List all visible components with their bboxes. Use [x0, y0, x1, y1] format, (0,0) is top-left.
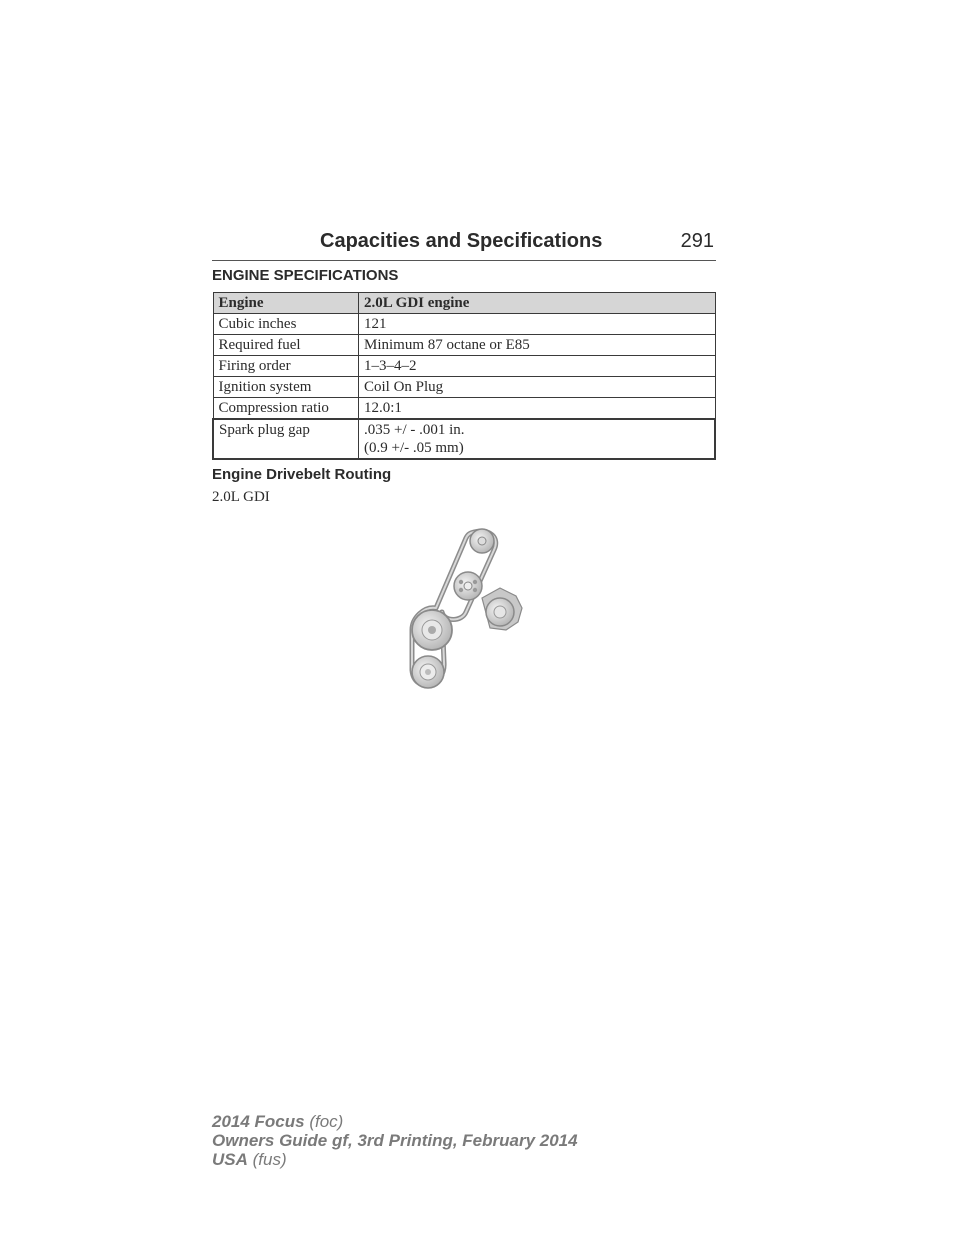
footer-model-code: (foc) — [309, 1112, 344, 1131]
footer-line — [212, 1150, 578, 1169]
water-pump-pulley — [454, 572, 482, 600]
table-row — [213, 419, 715, 459]
spec-label: Cubic inches — [213, 314, 359, 335]
page-title: Capacities and Specifications — [320, 230, 603, 252]
footer-guide-info: Owners Guide gf, 3rd Printing, February 2014 — [212, 1131, 578, 1150]
spec-label: Spark plug gap — [213, 419, 359, 459]
alternator-pulley — [482, 588, 522, 630]
spec-value: Minimum 87 octane or E85 — [359, 335, 716, 356]
spec-value: 1–3–4–2 — [359, 356, 716, 377]
footer-market: USA — [212, 1150, 248, 1169]
spec-label: Ignition system — [213, 377, 359, 398]
ac-compressor-pulley — [412, 656, 444, 688]
table-row — [213, 377, 715, 398]
spec-value: 121 — [359, 314, 716, 335]
engine-specifications-table — [212, 292, 716, 460]
spec-value — [359, 419, 716, 459]
spec-value: Coil On Plug — [359, 377, 716, 398]
spec-value: 12.0:1 — [359, 398, 716, 420]
footer-line — [212, 1112, 578, 1131]
table-row — [213, 356, 715, 377]
table-row — [213, 335, 715, 356]
crankshaft-pulley — [412, 610, 452, 650]
spec-label: Firing order — [213, 356, 359, 377]
engine-label: 2.0L GDI — [212, 489, 270, 505]
section-title: ENGINE SPECIFICATIONS — [212, 267, 399, 284]
spec-value-line: .035 +/ - .001 in. — [364, 422, 465, 438]
subsection-title: Engine Drivebelt Routing — [212, 466, 392, 483]
page-number: 291 — [680, 230, 714, 252]
page-header — [212, 228, 716, 261]
drivebelt-routing-diagram — [404, 522, 528, 694]
spec-label: Required fuel — [213, 335, 359, 356]
footer-market-code: (fus) — [252, 1150, 287, 1169]
spec-value-line: (0.9 +/- .05 mm) — [364, 440, 464, 456]
table-row — [213, 398, 715, 420]
table-row — [213, 314, 715, 335]
footer-model: 2014 Focus — [212, 1112, 305, 1131]
spec-label: Compression ratio — [213, 398, 359, 420]
idler-pulley — [470, 529, 494, 553]
table-header-row — [213, 293, 715, 314]
table-header-engine-type: 2.0L GDI engine — [359, 293, 716, 314]
table-header-engine: Engine — [213, 293, 359, 314]
page-footer — [212, 1112, 578, 1169]
